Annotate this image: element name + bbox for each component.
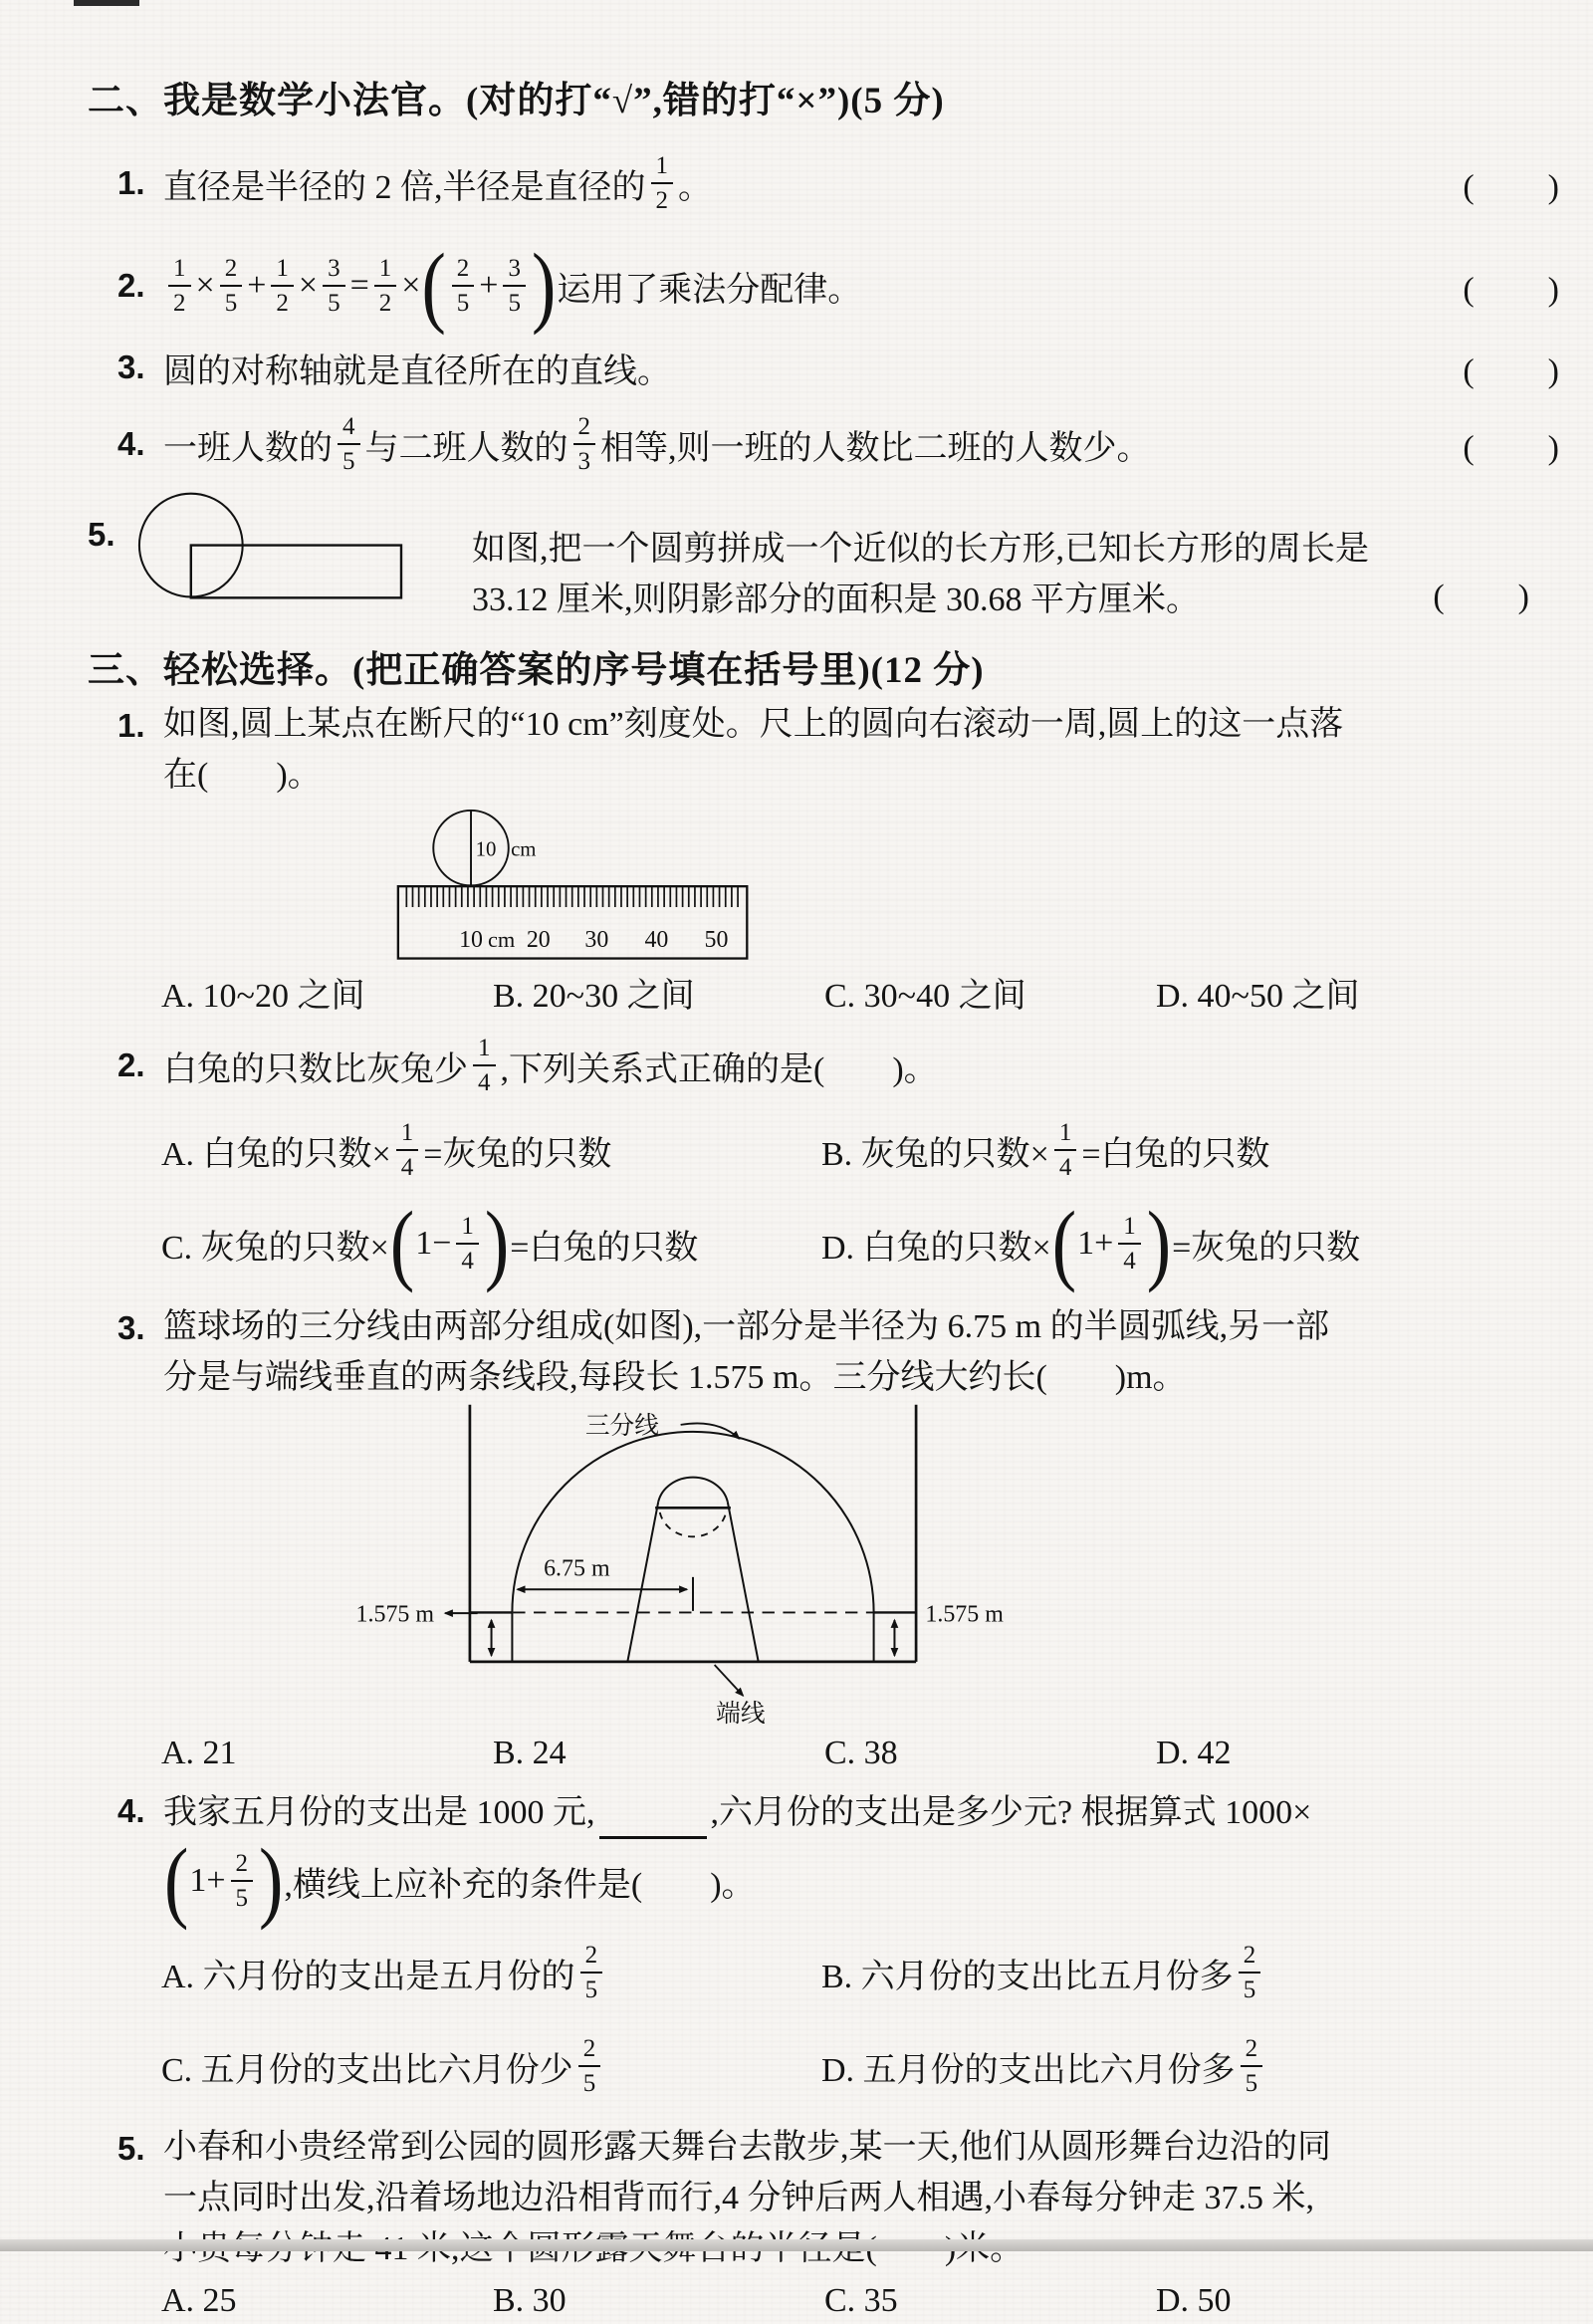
mc-question-3-options [161, 1731, 1593, 1776]
stem-line: 在( )。 [163, 757, 322, 794]
stem-line: 小春和小贵经常到公园的圆形露天舞台去散步,某一天,他们从圆形舞台边沿的同 [163, 2129, 1331, 2166]
option-d: D. 50 [1156, 2282, 1232, 2319]
text-run: =灰兔的只数 [423, 1135, 612, 1173]
mc-question-1 [117, 699, 1593, 801]
mc-question-5 [117, 2122, 1593, 2274]
ruler-tick-label-40: 40 [644, 927, 669, 954]
question-text [163, 1784, 1593, 1932]
denominator: 2 [655, 187, 668, 214]
rectangle-shape [191, 546, 401, 598]
answer-bracket: ( ) [1463, 352, 1561, 390]
three-point-figure-wrap [354, 1403, 1593, 1727]
item-text-line: 如图,把一个圆剪拼成一个近似的长方形,已知长方形的周长是 [472, 531, 1369, 568]
question-text [163, 1301, 1593, 1403]
numerator: 1 [456, 1214, 479, 1245]
denominator: 5 [456, 290, 470, 317]
option-c [161, 2036, 821, 2096]
mc-question-2-options-row1 [161, 1106, 1593, 1194]
fraction [396, 1120, 419, 1180]
option-a: A. 21 [161, 1735, 237, 1771]
text-run: × [401, 267, 421, 304]
numerator: 2 [580, 1943, 603, 1974]
numerator: 1 [374, 256, 397, 287]
fraction [220, 256, 243, 316]
text-run: ,下列关系式正确的是( )。 [500, 1050, 938, 1088]
fraction [473, 1036, 496, 1095]
mc-question-5-options [161, 2278, 1593, 2324]
text-run: D. 五月份的支出比六月份多 [821, 2051, 1236, 2089]
mc-question-1-options [161, 968, 1593, 1017]
text-run: =灰兔的只数 [1172, 1229, 1361, 1267]
fraction [271, 256, 294, 316]
text-run: 。 [678, 168, 712, 206]
fraction [456, 1214, 479, 1274]
question-number: 1. [117, 707, 145, 744]
option-d [821, 2036, 1593, 2096]
numerator: 2 [452, 256, 475, 287]
text-run: × [195, 267, 215, 304]
numerator: 1 [271, 256, 294, 287]
option-c: C. 38 [824, 1735, 898, 1771]
option-b: B. 20~30 之间 [493, 978, 695, 1015]
fraction [168, 256, 191, 316]
ruler-figure-wrap [394, 807, 1593, 964]
denominator: 2 [378, 290, 392, 317]
answer-bracket: ( ) [1463, 429, 1561, 467]
item-text [163, 234, 862, 337]
text-run: B. 灰兔的只数× [821, 1135, 1049, 1173]
item-number: 1. [117, 164, 145, 201]
fraction [573, 414, 596, 474]
numerator: 2 [1239, 1943, 1261, 1974]
numerator: 1 [651, 153, 674, 184]
denominator: 2 [173, 290, 186, 317]
option-b [821, 1120, 1593, 1180]
option-b [821, 1943, 1593, 2002]
text-run: = [349, 267, 369, 304]
item-text-line: 33.12 厘米,则阴影部分的面积是 30.68 平方厘米。 [472, 581, 1200, 618]
denominator: 4 [400, 1154, 414, 1181]
numerator: 1 [168, 256, 191, 287]
radius-label: 6.75 m [544, 1555, 610, 1582]
mc-question-4 [117, 1784, 1593, 1932]
question-number: 5. [117, 2130, 145, 2167]
option-d: D. 42 [1156, 1735, 1232, 1771]
text-run: + [247, 267, 267, 304]
denominator: 5 [1243, 1976, 1256, 2003]
question-text [163, 2122, 1593, 2274]
fraction [452, 256, 475, 316]
answer-bracket: ( ) [1463, 271, 1561, 309]
item-number: 2. [117, 267, 145, 304]
option-a [161, 1943, 821, 2002]
denominator: 4 [1058, 1154, 1072, 1181]
text-run: 直径是半径的 2 倍,半径是直径的 [163, 168, 646, 206]
big-paren: ) [1146, 1192, 1172, 1294]
stem-line [163, 1829, 1593, 1932]
question-text [163, 1025, 938, 1106]
big-paren: ) [531, 234, 557, 337]
big-paren: ) [259, 1829, 284, 1932]
text-run: A. 白兔的只数× [161, 1135, 391, 1173]
text-run: 圆的对称轴就是直径所在的直线。 [163, 352, 671, 390]
text-run: A. 六月份的支出是五月份的 [161, 1958, 575, 1995]
ruler-tick-label-50: 50 [704, 927, 729, 954]
fraction [1239, 1943, 1261, 2002]
text-run: ,横线上应补充的条件是( )。 [284, 1866, 756, 1904]
big-paren: ( [389, 1192, 415, 1294]
fraction [578, 2036, 601, 2096]
free-throw-arc-bottom-dashed [660, 1512, 726, 1536]
text-run: × [298, 267, 319, 304]
denominator: 5 [584, 1976, 598, 2003]
fraction [231, 1851, 254, 1911]
item-text [163, 344, 671, 392]
stem-line [163, 1784, 1593, 1833]
item-text [472, 490, 1369, 625]
text-run: D. 白兔的只数× [821, 1229, 1051, 1267]
ruler-figure [394, 807, 755, 964]
fraction [651, 153, 674, 213]
numerator: 2 [231, 1851, 254, 1882]
three-point-straight-segments [512, 1612, 873, 1661]
option-c: C. 35 [824, 2282, 898, 2319]
fraction [374, 256, 397, 316]
text-run: 1+ [1077, 1225, 1114, 1262]
circle-diameter-label: 10 [475, 837, 497, 861]
big-paren: ( [164, 1829, 189, 1932]
question-number: 3. [117, 1309, 145, 1346]
question-text [163, 699, 1593, 801]
numerator: 3 [503, 256, 526, 287]
stem-line: 如图,圆上某点在断尺的“10 cm”刻度处。尺上的圆向右滚动一周,圆上的这一点落 [163, 706, 1344, 743]
option-b: B. 30 [493, 2282, 567, 2319]
mc-question-2 [117, 1025, 1593, 1106]
text-run: C. 灰兔的只数× [161, 1229, 389, 1267]
text-run: 我家五月份的支出是 1000 元, [163, 1794, 595, 1831]
item-text [163, 153, 712, 213]
numerator: 1 [396, 1120, 419, 1151]
stem-line: 一点同时出发,沿着场地边沿相背而行,4 分钟后两人相遇,小春每分钟走 37.5 米, [163, 2180, 1314, 2216]
circle-rectangle-figure [135, 490, 454, 602]
item-number: 5. [88, 516, 115, 553]
answer-bracket: ( ) [1463, 168, 1561, 206]
tf-item-2 [117, 233, 1593, 339]
ruler-tick-label-10: 10 [459, 927, 483, 954]
numerator: 2 [220, 256, 243, 287]
text-run: 与二班人数的 [364, 429, 569, 467]
mc-question-4-options-row1 [161, 1929, 1593, 2016]
text-run: 1− [415, 1225, 452, 1262]
denominator: 5 [508, 290, 521, 317]
item-number: 4. [117, 425, 145, 462]
ruler-tick-unit: cm [487, 927, 516, 953]
baseline-label: 端线 [716, 1701, 766, 1727]
fraction [1241, 2036, 1263, 2096]
section-mc-heading: 三、轻松选择。(把正确答案的序号填在括号里)(12 分) [88, 650, 985, 691]
numerator: 4 [338, 414, 360, 445]
section-tf-heading: 二、我是数学小法官。(对的打“√”,错的打“×”)(5 分) [88, 81, 945, 121]
mc-question-4-options-row2 [161, 2016, 1593, 2116]
court-side-lines [470, 1405, 916, 1662]
mc-question-2-options-row2 [161, 1194, 1593, 1293]
tf-item-1 [117, 137, 1593, 229]
stem-line: 小贵每分钟走 41 米,这个圆形露天舞台的半径是( )米。 [163, 2230, 1024, 2267]
denominator: 5 [235, 1885, 249, 1912]
item-text [163, 414, 1151, 474]
denominator: 3 [577, 448, 590, 475]
scan-artifact-mark [74, 0, 139, 6]
tf-item-5 [88, 490, 1593, 629]
fraction [1054, 1120, 1077, 1180]
option-c [161, 1192, 821, 1294]
option-d: D. 40~50 之间 [1156, 978, 1360, 1015]
denominator: 5 [342, 448, 355, 475]
stem-line: 分是与端线垂直的两条线段,每段长 1.575 m。三分线大约长( )m。 [163, 1359, 1187, 1396]
mc-question-3 [117, 1301, 1593, 1403]
circle-diameter-unit: cm [511, 837, 537, 861]
tf-item-3 [117, 343, 1593, 392]
option-a: A. 25 [161, 2282, 237, 2319]
free-throw-arc-top [658, 1478, 728, 1502]
big-paren: ) [484, 1192, 510, 1294]
text-run: 一班人数的 [163, 429, 333, 467]
fraction [503, 256, 526, 316]
question-number: 4. [117, 1792, 145, 1829]
blank-underline [599, 1806, 707, 1839]
numerator: 1 [1054, 1120, 1077, 1151]
numerator: 1 [473, 1036, 496, 1066]
big-paren: ( [421, 234, 446, 337]
baseline-pointer [715, 1665, 744, 1696]
denominator: 5 [328, 290, 341, 317]
stem-line: 篮球场的三分线由两部分组成(如图),一部分是半径为 6.75 m 的半圆弧线,另一部 [163, 1308, 1330, 1345]
denominator: 5 [224, 290, 238, 317]
three-point-label: 三分线 [584, 1413, 659, 1441]
text-run: + [479, 267, 499, 304]
text-run: B. 六月份的支出比五月份多 [821, 1958, 1234, 1995]
option-a [161, 1120, 821, 1180]
numerator: 1 [1118, 1214, 1141, 1245]
fraction [323, 256, 345, 316]
numerator: 2 [1241, 2036, 1263, 2067]
text-run: =白兔的只数 [510, 1229, 699, 1267]
denominator: 2 [276, 290, 289, 317]
denominator: 5 [582, 2070, 596, 2097]
answer-bracket: ( ) [1433, 579, 1531, 615]
segment-right-label: 1.575 m [925, 1601, 1004, 1628]
text-run: =白兔的只数 [1081, 1135, 1270, 1173]
numerator: 2 [578, 2036, 601, 2067]
denominator: 4 [478, 1069, 491, 1096]
denominator: 4 [1123, 1248, 1136, 1275]
segment-left-label: 1.575 m [355, 1601, 435, 1628]
option-b: B. 24 [493, 1735, 567, 1771]
option-d [821, 1192, 1593, 1294]
text-run: 白兔的只数比灰兔少 [163, 1050, 468, 1088]
text-run: ,六月份的支出是多少元? 根据算式 1000× [710, 1794, 1312, 1831]
numerator: 2 [573, 414, 596, 445]
ruler-tick-label-30: 30 [584, 927, 609, 954]
text-run: 运用了乘法分配律。 [557, 271, 862, 309]
denominator: 5 [1245, 2070, 1258, 2097]
numerator: 3 [323, 256, 345, 287]
tf-item-4 [117, 400, 1593, 488]
option-a: A. 10~20 之间 [161, 978, 365, 1015]
text-run: 1+ [189, 1862, 226, 1899]
fraction [338, 414, 360, 474]
text-run: 相等,则一班的人数比二班的人数少。 [600, 429, 1151, 467]
fraction [580, 1943, 603, 2002]
big-paren: ( [1051, 1192, 1077, 1294]
question-number: 2. [117, 1046, 145, 1083]
text-run: C. 五月份的支出比六月份少 [161, 2051, 573, 2089]
denominator: 4 [461, 1248, 474, 1275]
ruler-ticks [406, 886, 738, 907]
three-point-figure [354, 1403, 1031, 1727]
option-c: C. 30~40 之间 [824, 978, 1026, 1015]
ruler-tick-label-20: 20 [526, 927, 551, 954]
fraction [1118, 1214, 1141, 1274]
item-number: 3. [117, 349, 145, 385]
